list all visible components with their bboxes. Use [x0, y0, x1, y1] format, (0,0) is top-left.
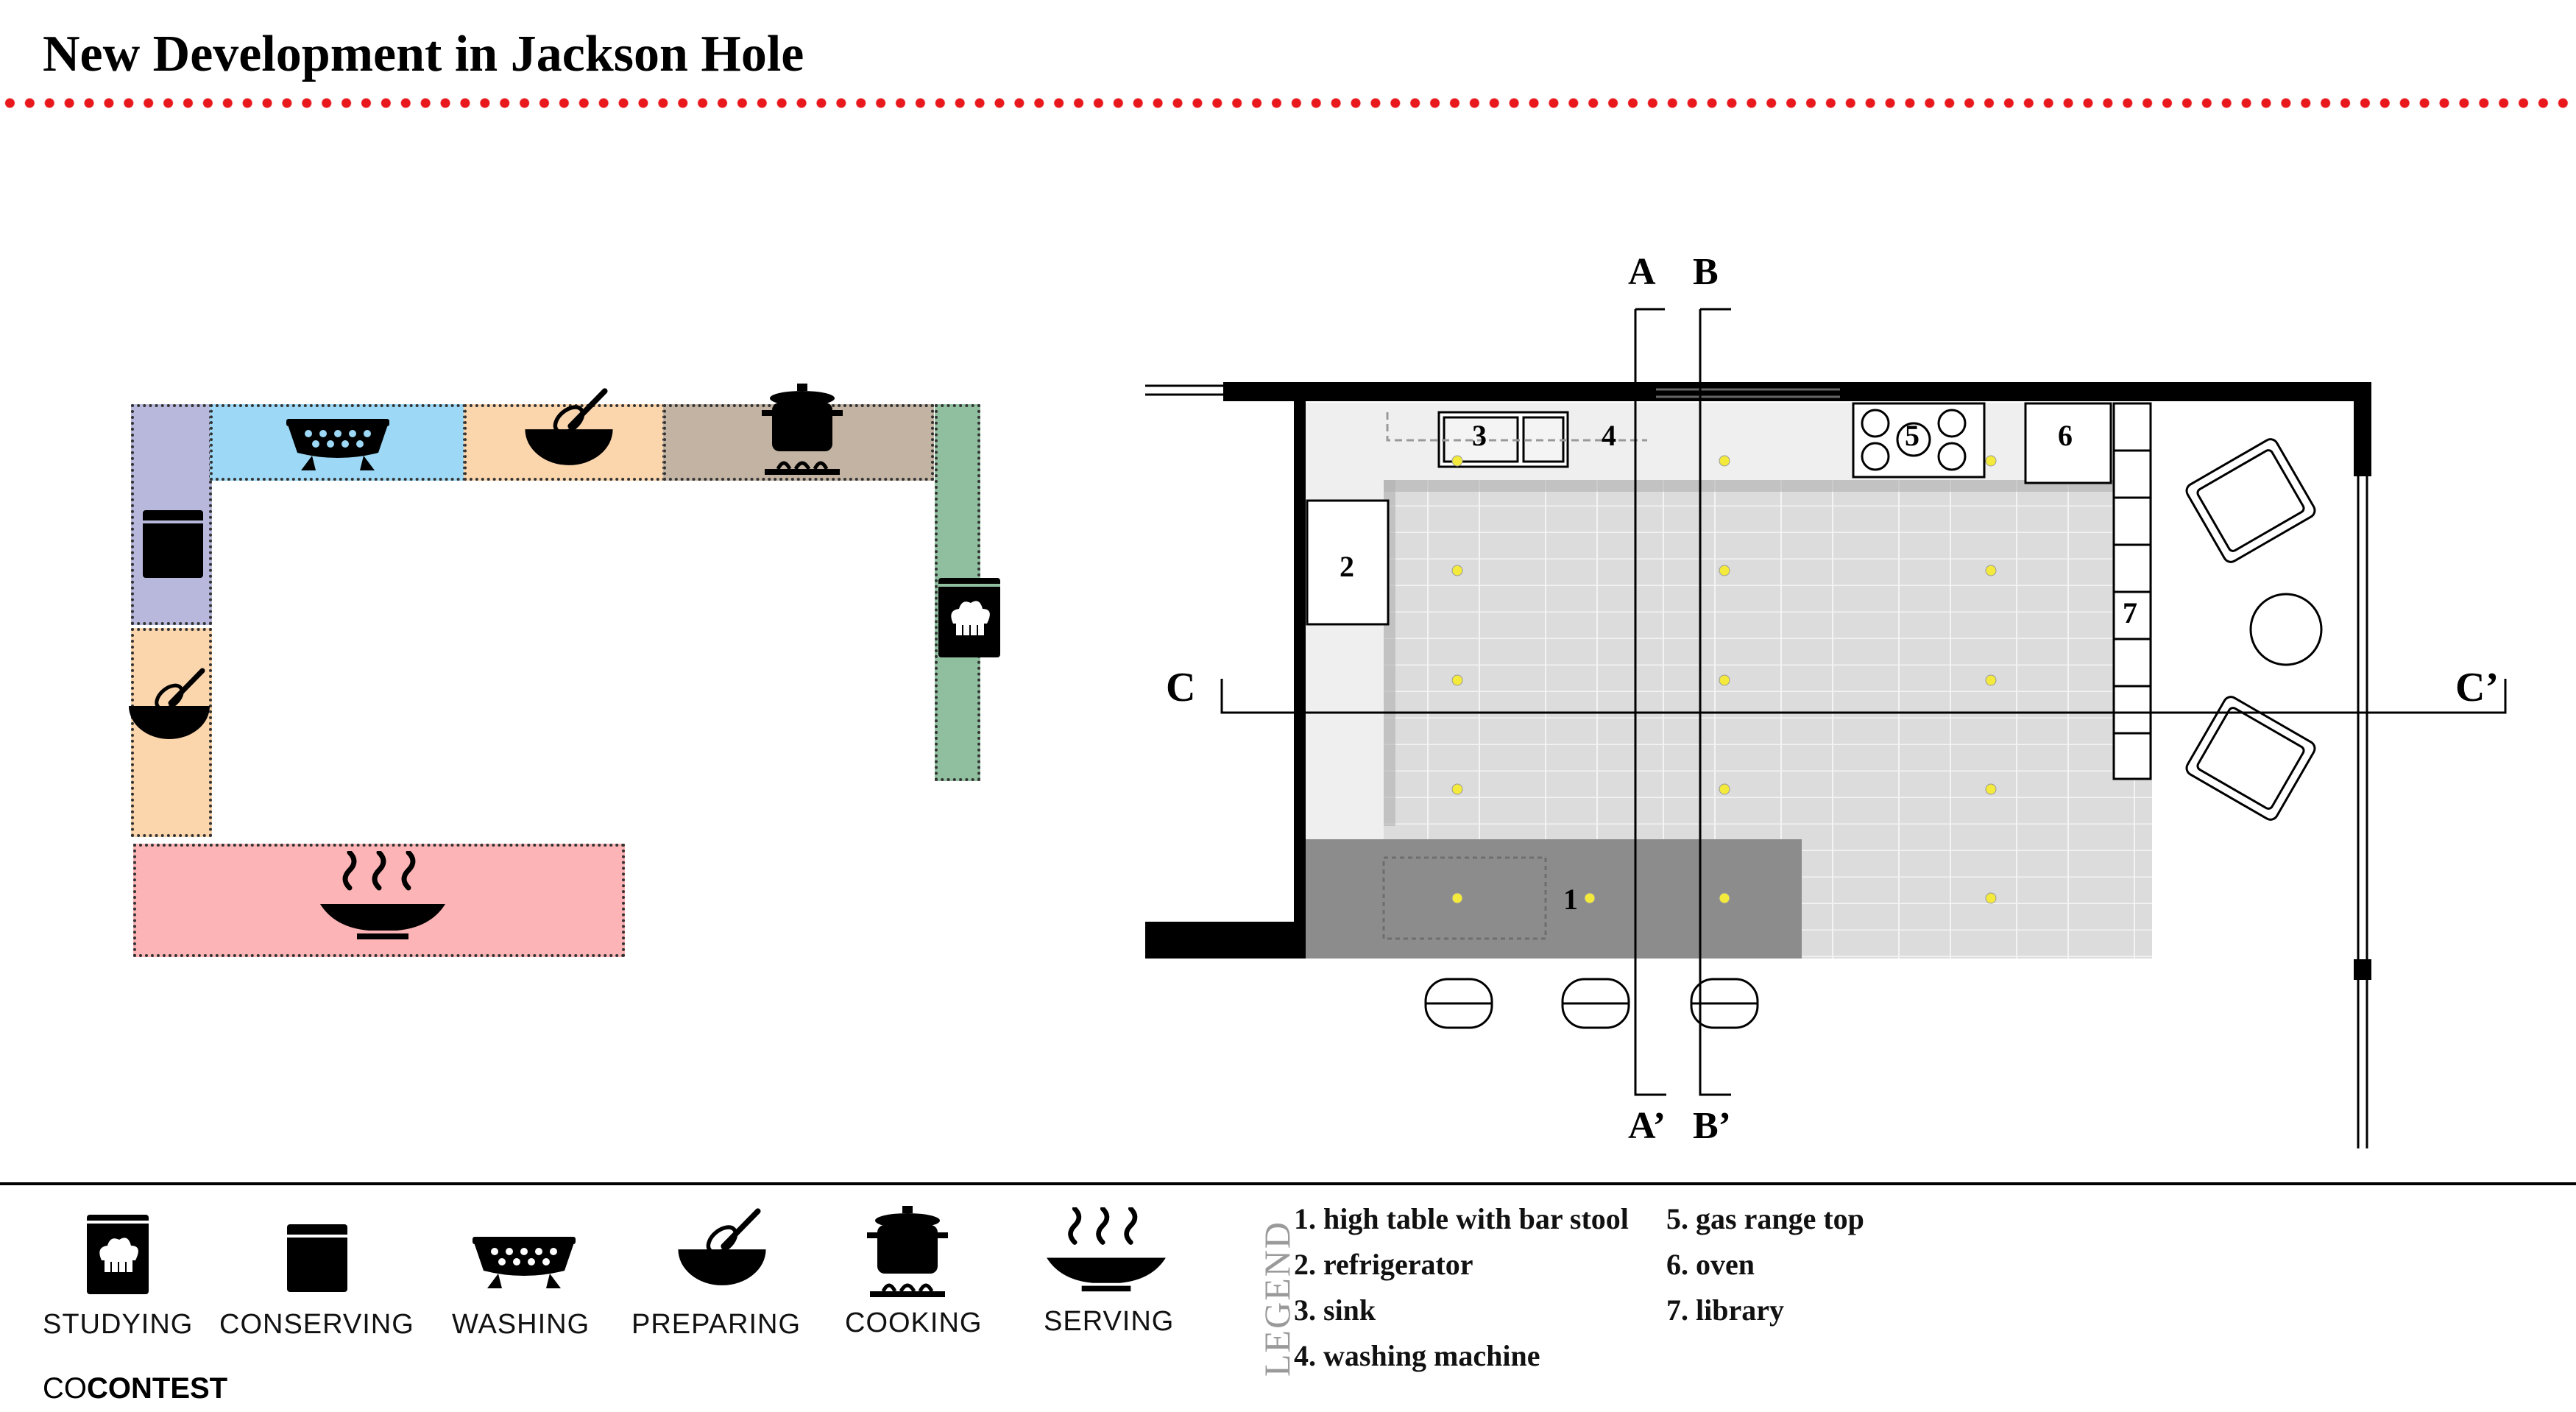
- section-label-c-prime: C’: [2455, 665, 2499, 710]
- label-preparing: PREPARING: [631, 1309, 802, 1340]
- chef-hat-book-icon: [84, 1215, 152, 1294]
- legend-item: 4. washing machine: [1294, 1339, 1540, 1372]
- steaming-dish-icon: [1047, 1207, 1166, 1294]
- legend-item: 2. refrigerator: [1294, 1248, 1473, 1281]
- plan-number: 6: [2058, 419, 2073, 452]
- section-label-a-prime: A’: [1628, 1105, 1666, 1147]
- plan-number: 2: [1340, 550, 1354, 583]
- cooking-pot-icon: [867, 1203, 948, 1302]
- colander-icon: [473, 1232, 576, 1291]
- side-table: [2251, 594, 2321, 665]
- plan-number: 7: [2123, 596, 2137, 629]
- legend-title: LEGEND: [1256, 1221, 1298, 1377]
- plan-number: 1: [1563, 883, 1578, 916]
- brand-logo: COCONTEST: [43, 1372, 228, 1405]
- footer-rule: [0, 1182, 2576, 1185]
- plan-number: 5: [1905, 419, 1919, 452]
- legend-item: 1. high table with bar stool: [1294, 1202, 1629, 1235]
- label-serving: SERVING: [1044, 1306, 1175, 1337]
- section-label-b: B: [1693, 251, 1719, 293]
- bar-stools: [1426, 979, 1758, 1028]
- mixing-bowl-whisk-icon: [674, 1200, 770, 1296]
- legend-item: 5. gas range top: [1666, 1202, 1864, 1235]
- label-studying: STUDYING: [43, 1309, 194, 1340]
- legend-item: 3. sink: [1294, 1293, 1376, 1327]
- legend-item: 6. oven: [1666, 1248, 1755, 1281]
- plan-number: 3: [1472, 419, 1487, 452]
- page-title: New Development in Jackson Hole: [43, 26, 804, 82]
- armchair: [2184, 437, 2317, 565]
- label-conserving: CONSERVING: [219, 1309, 414, 1340]
- label-washing: WASHING: [452, 1309, 590, 1340]
- legend-item: 7. library: [1666, 1293, 1784, 1327]
- storage-box-icon: [287, 1224, 347, 1293]
- library: [2114, 403, 2151, 779]
- plan-number: 4: [1602, 419, 1616, 452]
- section-label-a: A: [1628, 251, 1656, 293]
- top-counter: [1306, 403, 2109, 480]
- section-label-c: C: [1166, 665, 1196, 710]
- section-label-b-prime: B’: [1693, 1105, 1731, 1147]
- label-cooking: COOKING: [845, 1307, 983, 1338]
